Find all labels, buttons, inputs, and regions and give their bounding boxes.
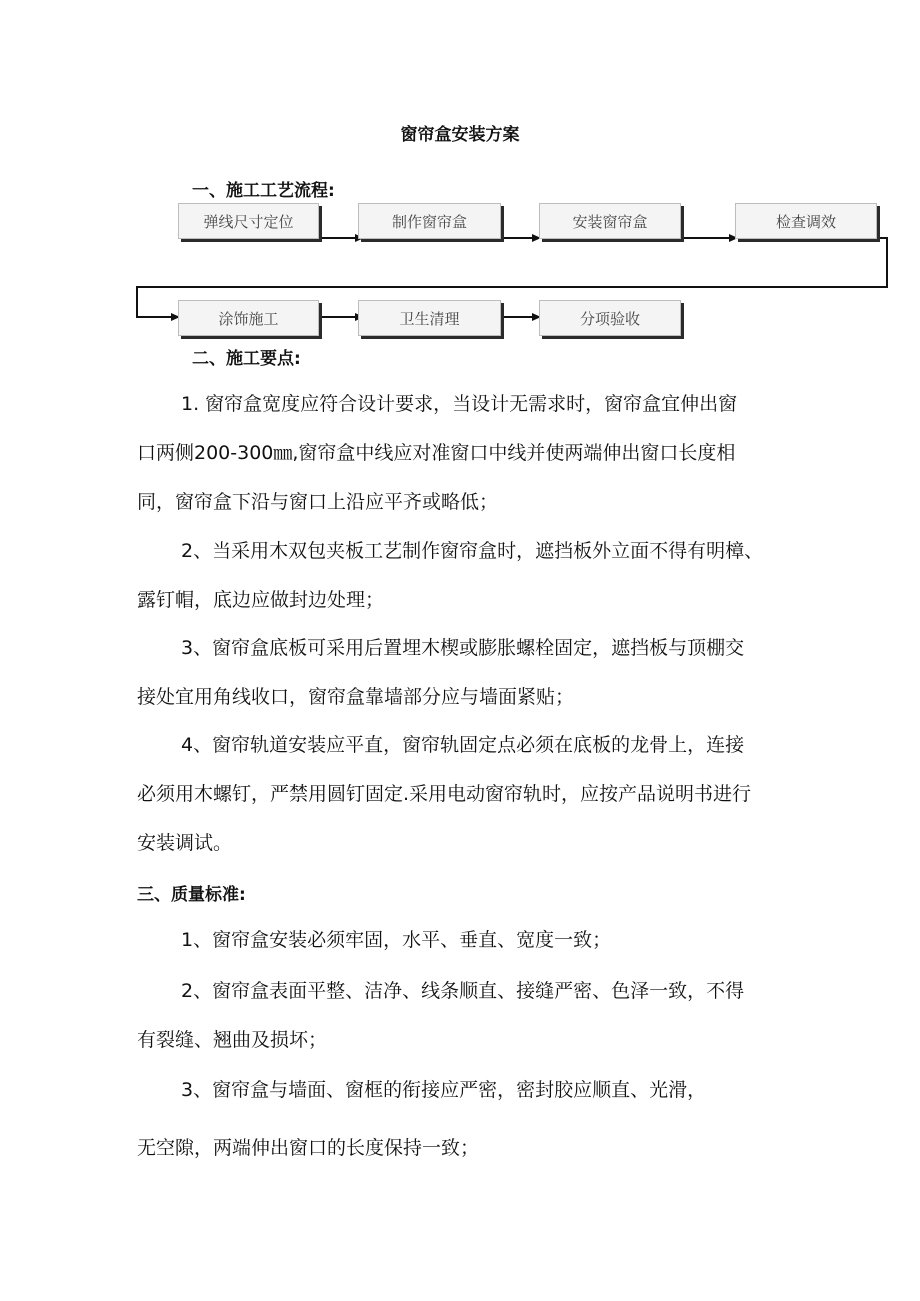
text-line: 无空隙，两端伸出窗口的长度保持一致； [137, 1137, 480, 1159]
flow-step-7: 分项验收 [539, 300, 681, 336]
flow-step-3: 安装窗帘盒 [539, 203, 681, 239]
text-line: 2、窗帘盒表面平整、洁净、线条顺直、接缝严密、色泽一致，不得 [181, 980, 745, 1002]
text-line: 必须用木螺钉，严禁用圆钉固定.采用电动窗帘轨时，应按产品说明书进行 [137, 783, 752, 805]
quality-item-3-continued [137, 1124, 797, 1173]
flow-connectors [0, 0, 920, 345]
section-heading-process: 一、施工工艺流程: [192, 181, 335, 201]
section-heading-quality: 三、质量标准: [137, 885, 246, 905]
section-heading-key-points: 二、施工要点: [192, 349, 301, 369]
flow-step-5: 涂饰施工 [178, 300, 319, 336]
text-line: 安装调试。 [137, 832, 233, 854]
flow-step-1: 弹线尺寸定位 [178, 203, 319, 239]
text-line: 1. 窗帘盒宽度应符合设计要求，当设计无需求时，窗帘盒宜伸出窗 [181, 393, 738, 415]
key-point-4 [137, 721, 797, 868]
key-point-3 [137, 624, 797, 722]
text-line: 有裂缝、翘曲及损坏； [137, 1029, 328, 1051]
text-line: 3、窗帘盒与墙面、窗框的衔接应严密，密封胶应顺直、光滑， [181, 1079, 707, 1101]
text-line: 同，窗帘盒下沿与窗口上沿应平齐或略低； [137, 491, 499, 513]
text-line: 3、窗帘盒底板可采用后置埋木楔或膨胀螺栓固定，遮挡板与顶棚交 [181, 637, 745, 659]
key-point-2 [137, 527, 797, 625]
flow-step-6: 卫生清理 [358, 300, 501, 336]
text-line: 1、窗帘盒安装必须牢固，水平、垂直、宽度一致； [181, 929, 612, 951]
text-line: 2、当采用木双包夹板工艺制作窗帘盒时，遮挡板外立面不得有明樟、 [181, 540, 764, 562]
text-line: 接处宜用角线收口，窗帘盒靠墙部分应与墙面紧贴； [137, 686, 575, 708]
text-line: 4、窗帘轨道安装应平直，窗帘轨固定点必须在底板的龙骨上，连接 [181, 734, 745, 756]
quality-item-2 [137, 967, 797, 1065]
quality-item-3 [137, 1066, 797, 1115]
key-point-1 [137, 380, 797, 527]
text-line: 露钉帽，底边应做封边处理； [137, 589, 385, 611]
flow-step-2: 制作窗帘盒 [358, 203, 501, 239]
text-line: 口两侧200-300㎜,窗帘盒中线应对准窗口中线并使两端伸出窗口长度相 [137, 442, 736, 464]
page-title: 窗帘盒安装方案 [400, 125, 520, 145]
flow-step-4: 检查调效 [735, 203, 877, 239]
quality-item-1 [137, 916, 797, 965]
